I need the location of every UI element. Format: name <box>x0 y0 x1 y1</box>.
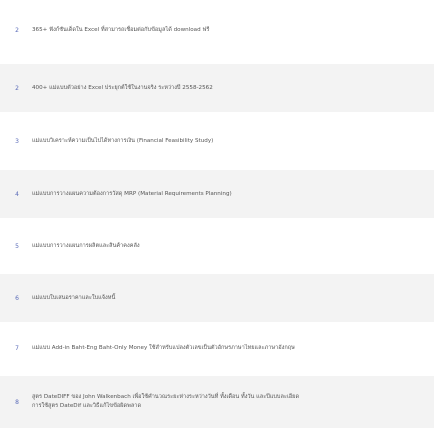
item-link[interactable]: สูตร DateDIFF ของ John Walkenbach เพื่อใช้คำนวณระยะห่างระหว่างวันที่ ทั้งเดือน ทั้งวัน และปีแบบละเอียด การใช้สูตร DateDif และวิธีแก้ไขข้อผิดพลาด <box>32 394 300 409</box>
item-number: 5 <box>15 242 19 250</box>
item-link[interactable]: 400+ แม่แบบตัวอย่าง Excel ประยุกต์ใช้ในงานจริง ระหว่างปี 2558-2562 <box>32 84 213 91</box>
item-number: 4 <box>15 190 19 198</box>
list-item[interactable] <box>0 64 434 112</box>
list-item[interactable] <box>0 324 434 372</box>
list-item[interactable] <box>0 376 434 428</box>
list-item[interactable] <box>0 222 434 270</box>
item-number: 2 <box>15 26 19 34</box>
item-number: 6 <box>15 294 19 302</box>
item-link[interactable]: 365+ ฟังก์ชันเด็ดใน Excel ที่สามารถเชื่อมต่อกับข้อมูลได้ download ฟรี <box>32 26 210 33</box>
item-link[interactable]: แม่แบบ Add-in Baht-Eng Baht-Only Money ใช้สำหรับแปลงตัวเลขเป็นตัวอักษรภาษาไทยและภาษาอังกฤษ <box>32 344 295 351</box>
item-number: 7 <box>15 344 19 352</box>
item-number: 8 <box>15 398 19 406</box>
item-number: 3 <box>15 137 19 145</box>
list-item[interactable] <box>0 8 434 52</box>
item-link[interactable]: แม่แบบการวางแผนความต้องการวัสดุ MRP (Material Requirements Planning) <box>32 190 232 197</box>
item-number: 2 <box>15 84 19 92</box>
list-item[interactable] <box>0 117 434 165</box>
item-link[interactable]: แม่แบบใบเสนอราคาและใบแจ้งหนี้ <box>32 294 116 301</box>
list-item[interactable] <box>0 170 434 218</box>
item-link[interactable]: แม่แบบวิเคราะห์ความเป็นไปได้ทางการเงิน (Financial Feasibility Study) <box>32 137 214 144</box>
item-link[interactable]: แม่แบบการวางแผนการผลิตและสินค้าคงคลัง <box>32 242 140 249</box>
list-item[interactable] <box>0 274 434 322</box>
